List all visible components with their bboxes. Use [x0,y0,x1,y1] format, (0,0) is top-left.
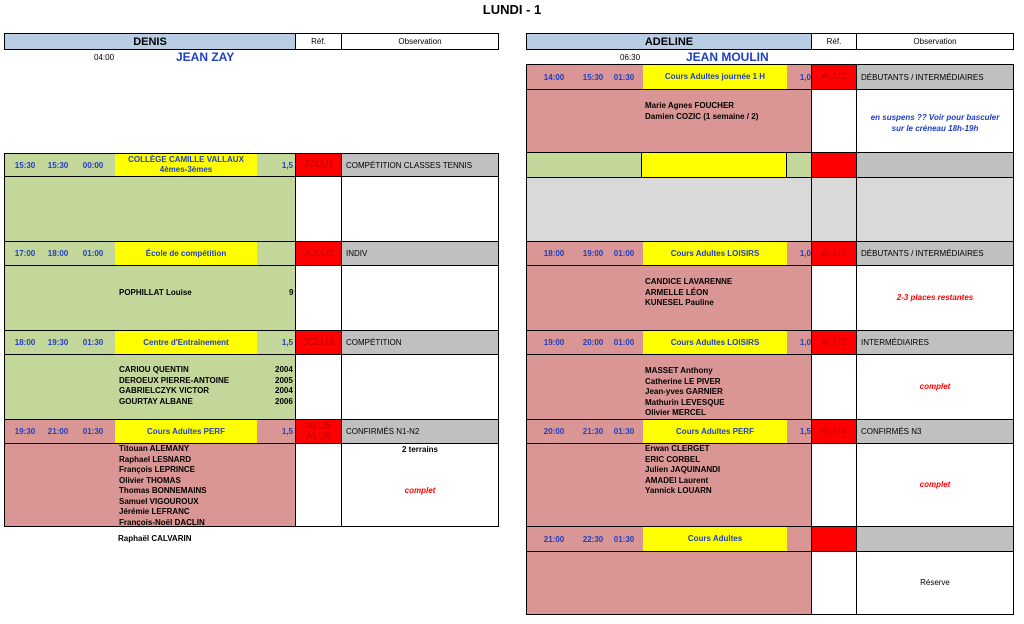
slot-label-line2: 4èmes-3èmes [159,165,213,174]
right-slot-3-students [526,354,812,420]
right-slot-5-ref: - [811,526,857,552]
slot-factor: 1,5 [799,427,811,436]
student-name: François-Noël DACLIN [119,517,205,527]
slot-end: 20:00 [582,338,604,347]
slot-start: 19:30 [14,427,36,436]
student-name: Yannick LOUARN [645,486,712,495]
note-complet: complet [919,480,951,489]
left-slot-1-ref: JCLU1 [295,153,342,177]
right-empty-band-yellow [641,152,787,178]
left-slot-2-observation: INDIV [341,241,499,266]
student-name: François LEPRINCE [119,465,196,474]
right-ref-header: Réf. [811,33,857,50]
student-name: Julien JAQUINANDI [645,465,721,474]
right-slot-5-ref-body [811,551,857,615]
slot-start: 19:00 [543,338,565,347]
slot-label: Cours Adultes journée 1 H [643,65,787,89]
right-slot-4-ref: ALU4 [811,419,857,444]
student-name: Samuel VIGOUROUX [119,496,199,506]
left-slot-3-ref-body [295,354,342,420]
right-slot-5-band [526,526,812,552]
extra-student: Raphaël CALVARIN [118,534,192,543]
slot-factor: 1,0 [799,72,811,82]
slot-label-line1: COLLÈGE CAMILLE VALLAUX [128,155,244,164]
slot-start: 20:00 [543,427,565,436]
left-slot-3-observation: COMPÉTITION [341,330,499,355]
student-year: 2006 [275,396,293,406]
slot-duration: 01:30 [613,72,635,82]
right-slot-2-obs-body [856,265,1014,331]
right-slot-1-obs-body [856,89,1014,153]
right-slot-5-obs-body [856,551,1014,615]
slot-start: 15:30 [14,160,36,170]
right-slot-2-students [526,265,812,331]
slot-duration: 01:00 [613,249,635,258]
student-year: 2004 [275,386,293,395]
right-slot-2-ref-body [811,265,857,331]
ref-line: ALU6 [305,430,331,442]
left-slot-2-ref: JCLU2 [295,241,342,266]
slot-end: 18:00 [47,249,69,258]
student-name: Thomas BONNEMAINS [119,486,207,495]
right-start-time: 06:30 [620,53,641,62]
right-slot-1-students [526,89,812,153]
right-empty-ref [811,152,857,178]
right-slot-4-observation: CONFIRMÉS N3 [856,419,1014,444]
left-slot-1-students [4,176,296,242]
left-slot-1-band [4,153,296,177]
right-slot-3-obs-body [856,354,1014,420]
left-slot-1-ref-body [295,176,342,242]
slot-end: 21:30 [582,427,604,436]
student-name: KUNESEL Pauline [645,298,714,307]
left-slot-4-observation: CONFIRMÉS N1-N2 [341,419,499,444]
right-slot-3-observation: INTERMÉDIAIRES [856,330,1014,355]
slot-factor: 1,5 [281,160,293,170]
right-slot-3-band [526,330,812,355]
note-places: 2-3 places restantes [896,293,974,302]
slot-end: 19:30 [47,338,69,347]
slot-factor: 1,0 [799,249,811,258]
student-name: ARMELLE LÉON [645,287,709,297]
slot-start: 17:00 [14,249,36,258]
right-observation-header: Observation [856,33,1014,50]
slot-start: 18:00 [543,249,565,258]
student-name: GOURTAY ALBANE [119,396,193,406]
right-slot-1-ref: ALU1 [811,64,857,90]
student-name: Catherine LE PIVER [645,376,721,386]
left-school-name: JEAN ZAY [176,50,235,64]
student-name: Erwan CLERGET [645,444,710,453]
student-name: ERIC CORBEL [645,454,701,464]
student-name: MASSET Anthony [645,366,713,375]
slot-end: 15:30 [582,72,604,82]
student-name: CARIOU QUENTIN [119,365,189,374]
right-empty-obs-body [856,177,1014,242]
student-year: 2005 [275,375,293,385]
slot-label: École de compétition [115,242,257,265]
slot-start: 18:00 [14,338,36,347]
left-coach-header: DENIS [4,33,296,50]
right-slot-3-ref-body [811,354,857,420]
note-complet: complet [919,382,951,391]
slot-label: Cours Adultes PERF [643,420,787,443]
slot-label: Cours Adultes PERF [115,420,257,443]
note-reserve: Réserve [920,578,950,587]
slot-end: 19:00 [582,249,604,258]
student-value: 9 [289,288,294,297]
slot-factor: 1,0 [799,338,811,347]
left-slot-2-obs-body [341,265,499,331]
student-name: AMADEI Laurent [645,475,709,485]
slot-duration: 01:30 [82,338,104,347]
slot-start: 21:00 [543,534,565,544]
right-school-name: JEAN MOULIN [686,50,769,64]
left-slot-4-band [4,419,296,444]
student-name: Titouan ALEMANY [119,444,190,453]
student-name: Mathurin LEVESQUE [645,397,725,407]
slot-duration: 01:30 [82,427,104,436]
student-name: DEROEUX PIERRE-ANTOINE [119,375,230,385]
right-empty-observation [856,152,1014,178]
slot-factor: 1,5 [281,427,293,436]
left-slot-4-ref [295,419,342,444]
note-complet: complet [404,486,436,495]
slot-label: Cours Adultes [643,527,787,551]
slot-label: Cours Adultes LOISIRS [643,242,787,265]
student-name: Olivier THOMAS [119,475,181,485]
student-name: GABRIELCZYK VICTOR [119,386,210,395]
right-slot-1-ref-body [811,89,857,153]
slot-duration: 01:30 [613,427,635,436]
student-name: Olivier MERCEL [645,408,706,417]
right-empty-band-end [786,152,812,178]
left-slot-4-students [4,443,296,527]
student-name: Raphael LESNARD [119,454,192,464]
right-slot-2-band [526,241,812,266]
left-slot-1-obs-body [341,176,499,242]
slot-duration: 00:00 [82,160,104,170]
slot-label: Centre d'Entraînement [115,331,257,354]
right-slot-1-observation: DÉBUTANTS / INTERMÉDIAIRES [856,64,1014,90]
right-slot-3-ref: ALU3 [811,330,857,355]
ref-line: ALU5 [305,420,331,432]
slot-label [115,154,257,176]
left-ref-header: Réf. [295,33,342,50]
left-slot-3-ref: JCLU3 [295,330,342,355]
right-empty-band-green [526,152,642,178]
left-slot-4-ref-body [295,443,342,527]
right-slot-2-ref: ALU2 [811,241,857,266]
left-slot-3-band [4,330,296,355]
student-name: Jérémie LEFRANC [119,507,190,516]
student-year: 2004 [275,365,293,374]
left-slot-3-students [4,354,296,420]
left-slot-2-band [4,241,296,266]
right-coach-header: ADELINE [526,33,812,50]
slot-duration: 01:00 [82,249,104,258]
note-line: sur le créneau 18h-19h [891,124,979,133]
slot-start: 14:00 [543,72,565,82]
left-slot-4-obs-body [341,443,499,527]
right-slot-5-observation [856,526,1014,552]
left-slot-2-ref-body [295,265,342,331]
left-start-time: 04:00 [94,53,115,62]
right-slot-1-band [526,64,812,90]
student-name: POPHILLAT Louise [119,288,192,297]
slot-label: Cours Adultes LOISIRS [643,331,787,354]
right-slot-2-observation: DÉBUTANTS / INTERMÉDIAIRES [856,241,1014,266]
note-line: en suspens ?? Voir pour basculer [870,113,1000,122]
right-slot-4-ref-body [811,443,857,527]
left-slot-3-obs-body [341,354,499,420]
right-slot-4-band [526,419,812,444]
note-terrains: 2 terrains [401,445,439,454]
right-slot-5-students [526,551,812,615]
left-slot-1-observation: COMPÉTITION CLASSES TENNIS [341,153,499,177]
student-name: Jean-yves GARNIER [645,387,723,396]
slot-end: 21:00 [47,427,69,436]
student-name: Marie Agnes FOUCHER [645,101,735,110]
page-title: LUNDI - 1 [482,2,542,17]
student-name: CANDICE LAVARENNE [645,277,733,286]
right-empty-body [526,177,812,242]
right-slot-4-students [526,443,812,527]
student-name: Damien COZIC (1 semaine / 2) [645,111,759,121]
slot-end: 22:30 [582,534,604,544]
slot-duration: 01:30 [613,534,635,544]
right-slot-4-obs-body [856,443,1014,527]
slot-duration: 01:00 [613,338,635,347]
left-observation-header: Observation [341,33,499,50]
right-empty-ref-body [811,177,857,242]
left-slot-2-students [4,265,296,331]
slot-end: 15:30 [47,160,69,170]
slot-factor: 1,5 [281,338,293,347]
